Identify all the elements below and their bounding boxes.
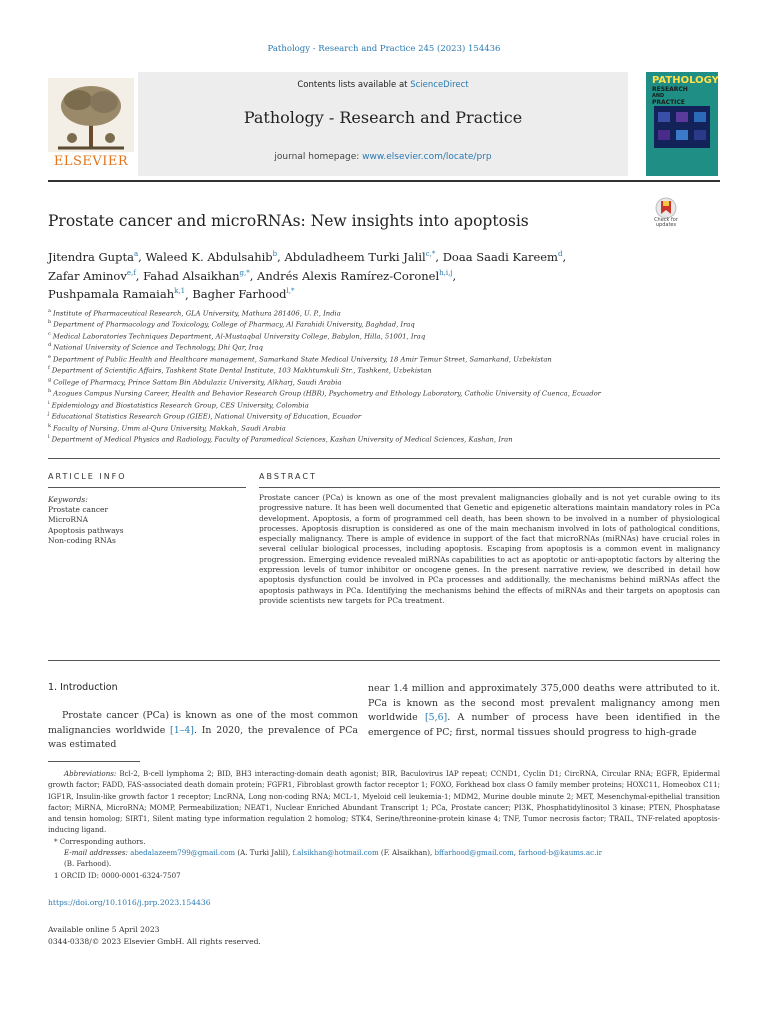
affiliation-marker: i [48, 399, 50, 406]
author-separator: , [135, 268, 144, 283]
author-name: Abduladheem Turki Jalil [284, 249, 426, 264]
affiliation-text: National University of Science and Technology, Dhi Qar, Iraq [53, 343, 263, 352]
footnotes [48, 768, 720, 881]
author-separator: , [562, 249, 567, 264]
header-divider [48, 180, 720, 182]
sciencedirect-link[interactable]: ScienceDirect [410, 80, 469, 90]
author-name: Andrés Alexis Ramírez-Coronel [257, 268, 440, 283]
author[interactable] [145, 250, 277, 264]
intro-text: . In 2020, the prevalence of PCa was estimated [48, 724, 359, 751]
author-name: Pushpamala Ramaiah [48, 287, 175, 302]
affiliation-marker: c [48, 330, 51, 337]
affiliation-text: Azogues Campus Nursing Career, Health and Behavior Research Group (HBR), Psychometry and Ethology Laboratory, Catholic University of Cuenca, Ecuador [53, 389, 601, 398]
corresponding-note: * Corresponding authors. [54, 836, 146, 846]
abbreviations-text: Bcl-2, B-cell lymphoma 2; BID, BH3 interacting-domain death agonist; BIR, Baculovirus IAP repeat; CCND1, Cyclin D1; CircRNA, Circular RNA; EGFR, Epidermal growth factor; FADD, FAS-associated death domain protein; FGFR1, Fibroblast growth factor receptor 1; FOXO, Forkhead box class O family member proteins; HOXC11, Homeobox C11; IGF1R, Insulin-like growth factor 1 receptor; LncRNA, Long non-coding RNA; MCL-1, Myeloid cell leukemia-1; MDM2, Murine double minute 2; MET, Mesenchymal-epithelial transition factor; MiRNA, MicroRNA; MOMP, Permeabilization; NEAT1, Nuclear Enriched Abundant Transcript 1; PCa, Prostate cancer; PI3K, Phosphatidylinositol 3 kinase; PTEN, Phosphatase and tensin homolog; SIRT1, Silent mating type information regulation 2 homolog; STK4, Serine/threonine-protein kinase 4; TNF, Tumor necrosis factor; TRAIL, TNF-related apoptosis-inducing ligand. [48, 769, 720, 835]
email-link[interactable]: abedalazeem799@gmail.com [130, 848, 236, 858]
article-info-rule [48, 487, 246, 488]
affiliation [48, 410, 688, 421]
email-link[interactable]: farhood-b@kaums.ac.ir [518, 848, 602, 858]
contents-prefix: Contents lists available at [297, 80, 411, 90]
contents-line [138, 80, 628, 90]
author[interactable] [257, 269, 452, 283]
author[interactable] [48, 287, 185, 301]
email-owner: (F. Alsaikhan), [378, 848, 435, 858]
intro-left-column [48, 709, 358, 753]
affiliation [48, 330, 688, 341]
affiliation [48, 341, 688, 352]
affiliation-text: Department of Scientific Affairs, Tashkent State Dental Institute, 103 Makhtumkuli Str., Tashkent, Uzbekistan [51, 366, 432, 375]
email-link[interactable]: bffarhood@gmail.com [434, 848, 514, 858]
bookmark-icon [648, 197, 684, 219]
author-affil-marker[interactable]: c,* [425, 250, 436, 258]
available-online: Available online 5 April 2023 [48, 925, 160, 934]
author-name: Doaa Saadi Kareem [442, 249, 558, 264]
affiliation-marker: g [48, 376, 52, 383]
affiliation-marker: e [48, 353, 51, 360]
affiliation [48, 307, 688, 318]
masthead [138, 72, 628, 176]
orcid-note: 1 ORCID ID: 0000-0001-6324-7507 [54, 870, 181, 880]
cover-title-line: RESEARCH [652, 86, 688, 93]
check-for-updates-label [648, 218, 684, 228]
affiliation [48, 422, 688, 433]
keyword: Non-coding RNAs [48, 535, 116, 545]
author-name: Fahad Alsaikhan [143, 268, 240, 283]
affiliation-text: Institute of Pharmaceutical Research, GLA University, Mathura 281406, U. P., India [52, 309, 341, 318]
affiliation [48, 433, 688, 444]
intro-text: Prostate cancer (PCa) is known as one of the most common malignancies worldwide [48, 710, 358, 736]
author-separator: , [452, 268, 457, 283]
cover-title-line: AND [652, 93, 665, 99]
affiliation [48, 364, 688, 375]
affiliation-text: Medical Laboratories Techniques Department, Al-Mustaqbal University College, Babylon, Hilla, 51001, Iraq [52, 332, 426, 341]
affiliation-marker: k [48, 422, 52, 429]
keyword: Apoptosis pathways [48, 525, 124, 535]
affiliation-text: Faculty of Nursing, Umm al-Qura University, Makkah, Saudi Arabia [53, 423, 286, 432]
footnote-divider [48, 761, 140, 762]
affiliation-text: Epidemiology and Biostatistics Research Group, CES University, Colombia [51, 401, 309, 410]
affiliation-marker: d [48, 342, 52, 349]
author-affil-marker[interactable]: b [272, 250, 278, 258]
author-separator: , [185, 287, 193, 302]
author-affil-marker[interactable]: k,1 [174, 287, 186, 296]
affiliation-text: Department of Pharmacology and Toxicology, College of Pharmacy, Al Farahidi University, Baghdad, Iraq [53, 320, 415, 329]
author[interactable] [48, 269, 136, 283]
email-separator: , [513, 848, 519, 858]
abstract-heading: ABSTRACT [259, 472, 317, 481]
affiliation-list [48, 307, 688, 445]
affiliation-marker: l [48, 434, 50, 441]
affiliation [48, 399, 688, 410]
keywords-label: Keywords: [48, 495, 88, 504]
check-label-line: Check for [654, 217, 678, 223]
keyword: Prostate cancer [48, 505, 109, 515]
author-affil-marker[interactable]: h,i,j [439, 268, 453, 277]
check-for-updates-button[interactable] [648, 197, 684, 231]
elsevier-tree-logo [48, 78, 134, 174]
email-link[interactable]: f.alsikhan@hotmail.com [292, 848, 379, 858]
reference-link[interactable]: [1–4] [170, 724, 194, 736]
homepage-line [138, 152, 628, 162]
affiliation-text: Department of Public Health and Healthcare management, Samarkand State Medical University, 18 Amir Temur Street, Samarkand, Uzbekistan [52, 355, 552, 364]
article-info-heading: ARTICLE INFO [48, 472, 127, 481]
affiliation-marker: a [48, 308, 51, 314]
author[interactable] [48, 250, 138, 264]
introduction-heading: 1. Introduction [48, 682, 118, 693]
author[interactable] [143, 269, 250, 283]
affiliation-text: College of Pharmacy, Prince Sattam Bin Abdulaziz University, Alkharj, Saudi Arabia [53, 378, 342, 387]
check-label-line: updates [655, 222, 677, 228]
cover-title-line: PRACTICE [652, 99, 685, 106]
copyright: 0344-0338/© 2023 Elsevier GmbH. All rights reserved. [48, 937, 261, 946]
journal-title: Pathology - Research and Practice [243, 108, 523, 127]
author-separator: , [249, 268, 258, 283]
cover-title [652, 76, 719, 106]
publication-info [48, 924, 261, 948]
affiliation [48, 387, 688, 398]
cover-image [654, 106, 710, 148]
abbreviations-label: Abbreviations: [64, 769, 117, 778]
email-owner: (A. Turki Jalil), [235, 848, 293, 858]
email-owner: (B. Farhood). [64, 859, 112, 869]
abstract-rule [259, 487, 720, 488]
author-name: Zafar Aminov [48, 268, 127, 283]
email-footnote [48, 847, 720, 870]
affiliation [48, 353, 688, 364]
affiliation-text: Department of Medical Physics and Radiology, Faculty of Paramedical Sciences, Kashan University of Medical Sciences, Kashan, Iran [51, 435, 513, 444]
keywords-block [48, 495, 124, 546]
author-affil-marker[interactable]: d [557, 250, 563, 258]
author[interactable] [284, 250, 435, 264]
abbreviations-footnote [48, 768, 720, 836]
publisher-name: ELSEVIER [53, 154, 129, 169]
affiliation [48, 318, 688, 329]
author[interactable] [192, 287, 294, 301]
author-separator: , [138, 249, 146, 264]
intro-right-column [368, 682, 720, 740]
doi-link[interactable]: https://doi.org/10.1016/j.prp.2023.154436 [48, 898, 211, 907]
author[interactable] [443, 250, 563, 264]
affiliation-text: Educational Statistics Research Group (GIEE), National University of Education, Ecuador [51, 412, 362, 421]
journal-cover-thumbnail[interactable] [646, 72, 718, 176]
article-title: Prostate cancer and microRNAs: New insights into apoptosis [48, 212, 529, 230]
affiliation-marker: b [48, 319, 52, 326]
author-affil-marker[interactable]: a [133, 250, 139, 258]
author-name: Bagher Farhood [192, 287, 287, 302]
journal-header [48, 72, 720, 178]
affiliation-marker: j [48, 411, 50, 418]
affiliation-marker: f [48, 365, 50, 372]
intro-text: . A number of process have been identified in the emergence of PC; first, normal tissues should progress to high-grade [368, 712, 721, 738]
author-affil-marker[interactable]: g,* [239, 268, 250, 277]
reference-link[interactable]: [5,6] [424, 712, 448, 724]
abstract-bottom-divider [48, 660, 720, 661]
section-divider [48, 458, 720, 459]
journal-citation[interactable]: Pathology - Research and Practice 245 (2023) 154436 [267, 44, 501, 54]
author-separator: , [435, 249, 443, 264]
author-list [48, 246, 648, 302]
homepage-link[interactable]: www.elsevier.com/locate/prp [362, 152, 492, 162]
author-separator: , [277, 249, 285, 264]
keyword: MicroRNA [48, 515, 89, 525]
cover-title-line: PATHOLOGY [652, 75, 719, 86]
homepage-prefix: journal homepage: [274, 152, 363, 162]
affiliation-marker: h [48, 388, 52, 395]
author-affil-marker[interactable]: e,f [126, 268, 136, 277]
affiliation [48, 376, 688, 387]
intro-text: near 1.4 million and approximately 375,000 deaths were attributed to it. PCa is known as the second most prevalent malignancy among men worldwide [368, 683, 720, 724]
author-name: Jitendra Gupta [48, 249, 134, 264]
abstract-text: Prostate cancer (PCa) is known as one of the most prevalent malignancies globally and is not yet curable owing to its progressive nature. It has been well documented that Genetic and epigenetic alterations maintain mandatory roles in PCa development. Apoptosis, a form of programmed cell death, has been shown to be involved in a number of physiological processes. Apoptosis disruption is considered as one of the main mechanism involved in lots of pathological conditions, especially malignancy. There is ample of evidence in support of the fact that microRNAs (miRNAs) have crucial roles in several cellular biological processes, including apoptosis. Escaping from apoptosis is a common event in malignancy progression. Emerging evidence revealed miRNAs capabilities to act as apoptotic or anti-apoptotic factors by altering the expression levels of tumor inhibitor or oncogene genes. In the present narrative review, we described in detail how apoptosis dysfunction could be involved in PCa processes and additionally, the mechanisms behind miRNAs affect the apoptosis pathways in PCa. Identifying the mechanisms behind the effects of miRNAs and their targets on apoptosis can provide scientists new targets for PCa treatment. [259, 493, 720, 605]
author-affil-marker[interactable]: l,* [286, 287, 295, 296]
email-label: E-mail addresses: [64, 848, 128, 858]
author-name: Waleed K. Abdulsahib [145, 249, 273, 264]
